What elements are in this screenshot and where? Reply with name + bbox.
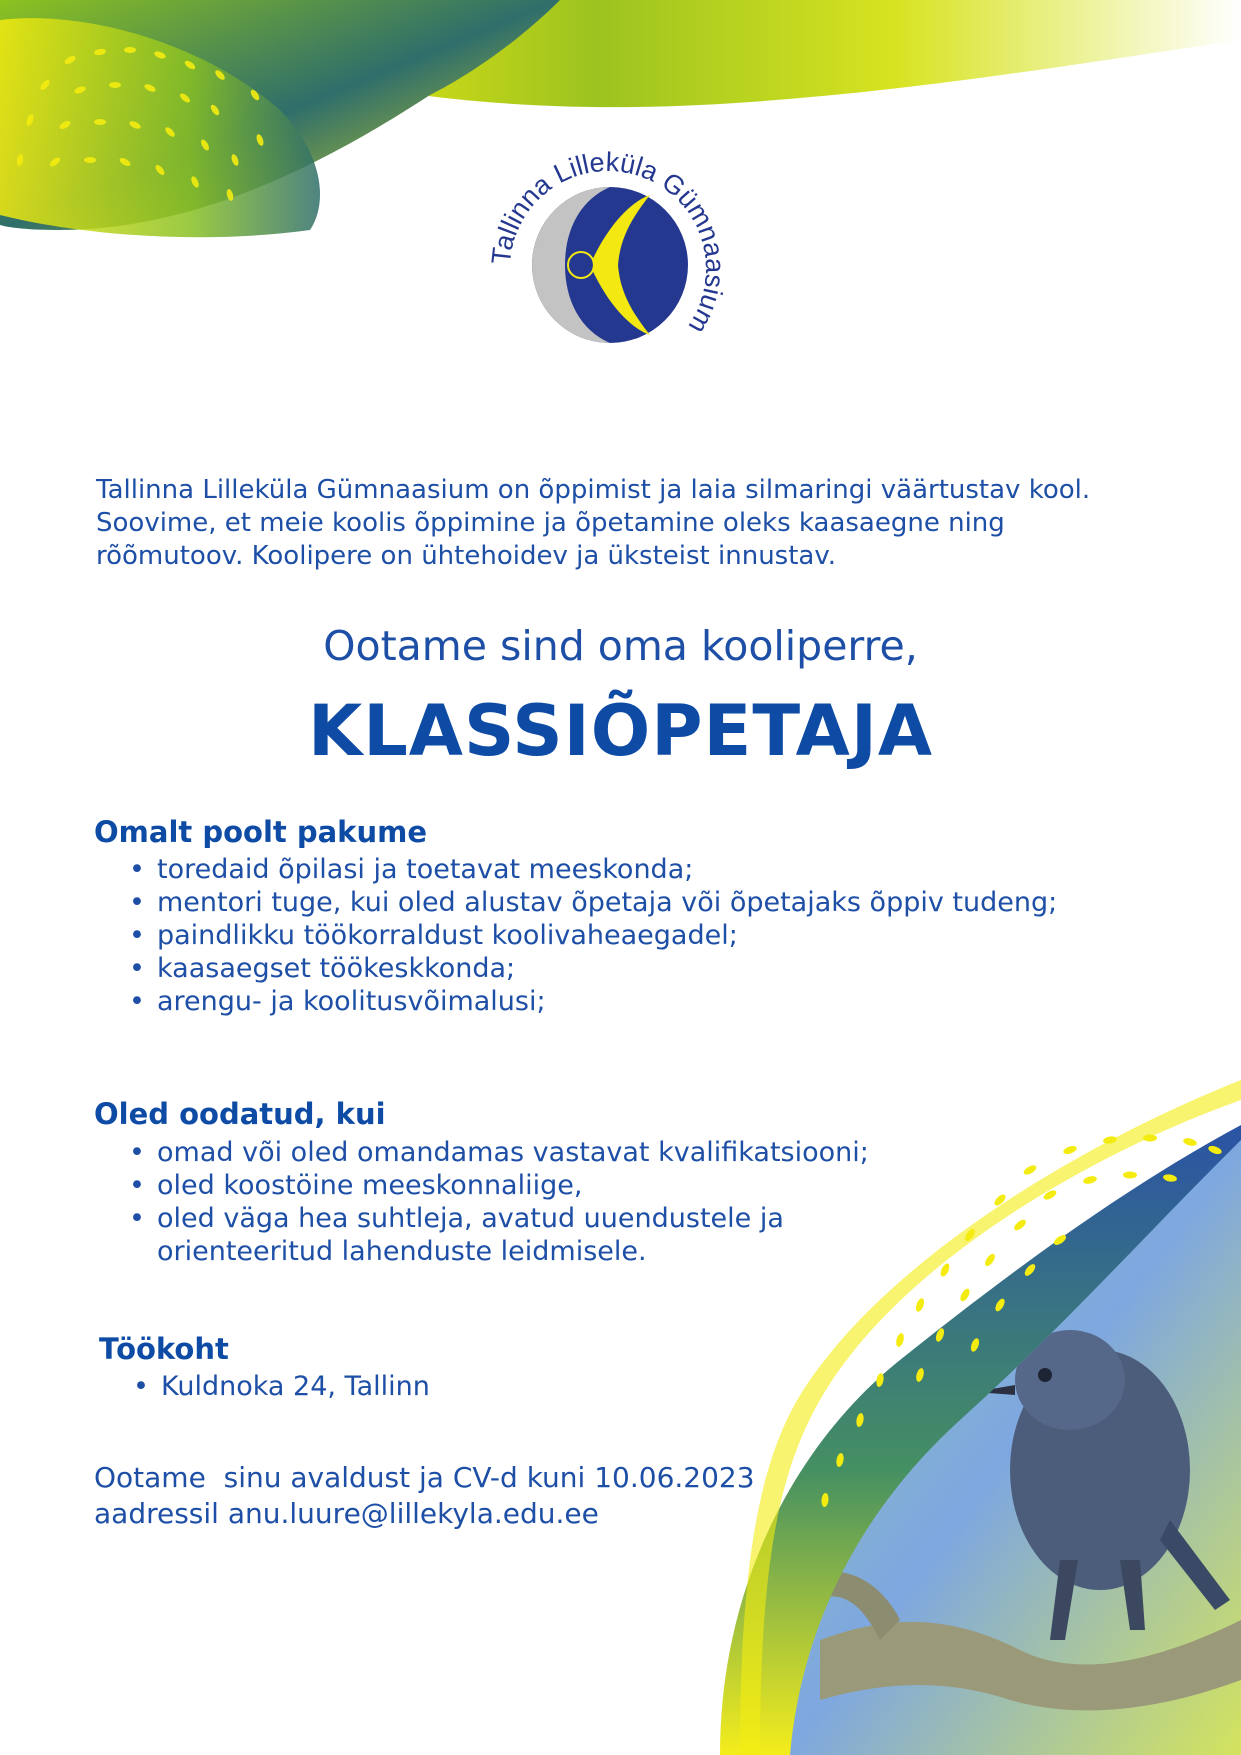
application-info [94,1460,755,1532]
expect-list [123,1136,869,1268]
email-text[interactable]: aadressil anu.luure@lillekyla.edu.ee [94,1497,599,1530]
intro-text [96,474,1176,573]
list-item: • kaasaegset töökeskkonda; [123,952,1123,985]
workplace-heading: Töökoht [99,1332,229,1366]
list-item: • omad või oled omandamas vastavat kvalifikatsiooni; [123,1136,823,1169]
intro-line-1: Tallinna Lilleküla Gümnaasium on õppimist ja laia silmaringi väärtustav kool. [96,475,1091,505]
list-item: • arengu- ja koolitusvõimalusi; [123,985,1123,1018]
list-item: • Kuldnoka 24, Tallinn [127,1370,827,1403]
deadline-text: Ootame sinu avaldust ja CV-d kuni 10.06.2023 [94,1461,755,1494]
job-title: KLASSIÕPETAJA [307,690,934,772]
workplace-list [127,1370,827,1403]
intro-line-2: Soovime, et meie koolis õppimine ja õpetamine oleks kaasaegne ning [96,508,1005,538]
list-item: • toredaid õpilasi ja toetavat meeskonda; [123,853,1123,886]
expect-heading: Oled oodatud, kui [94,1097,386,1131]
offer-heading: Omalt poolt pakume [94,815,427,849]
list-item: • oled koostöine meeskonnaliige, [123,1169,823,1202]
offer-list [123,853,1123,1018]
list-item: • mentori tuge, kui oled alustav õpetaja või õpetajaks õppiv tudeng; [123,886,1123,919]
intro-line-3: rõõmutoov. Koolipere on ühtehoidev ja üksteist innustav. [96,541,836,571]
invite-text: Ootame sind oma kooliperre, [323,622,918,670]
school-logo [480,140,740,380]
logo-text: Tallinna Lilleküla Gümnaasium [485,146,731,339]
list-item: • oled väga hea suhtleja, avatud uuendustele ja orienteeritud lahenduste leidmisele. [123,1202,823,1268]
list-item: • paindlikku töökorraldust koolivaheaegadel; [123,919,1123,952]
